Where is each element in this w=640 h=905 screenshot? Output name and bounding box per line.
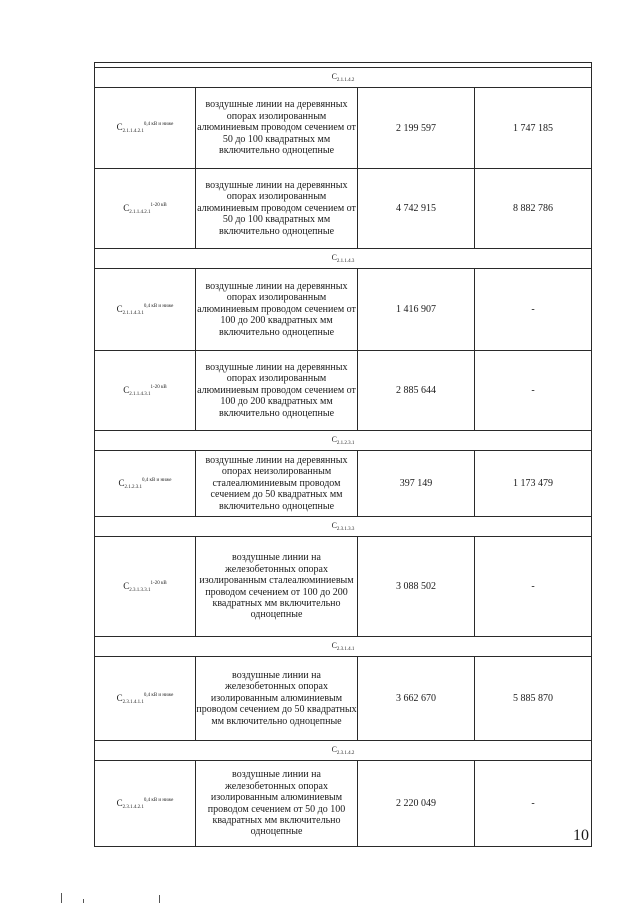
section-code [332, 72, 355, 81]
value-cell-2: - [475, 761, 592, 847]
code-subscript: 2.3.1.4.1.1 [122, 699, 144, 705]
table-row [95, 88, 592, 169]
code-subscript: 2.1.1.4.2.1 [129, 209, 151, 215]
section-header-row [95, 637, 592, 657]
section-code-sub: 2.3.1.4.1 [336, 647, 355, 652]
section-header-row [95, 517, 592, 537]
code-voltage: 0,4 кВ и ниже [143, 692, 174, 698]
table-row [95, 451, 592, 517]
code-subscript: 2.1.1.4.2.1 [122, 129, 144, 134]
section-code [332, 745, 355, 754]
section-code-sub: 2.1.1.4.3 [336, 259, 355, 264]
code-cell [95, 351, 196, 431]
value-cell-2: - [475, 269, 592, 351]
page-number: 10 [573, 827, 589, 844]
section-code-sub: 2.1.1.4.2 [336, 78, 355, 83]
table-row [95, 657, 592, 741]
code-letter: C [116, 122, 123, 132]
description-cell: воздушные линии на железобетонных опорах изолированным сталеалюминиевым проводом сечением от 100 до 200 квадратных мм включительно одноцепные [196, 537, 358, 637]
value-cell-1: 2 220 049 [358, 761, 475, 847]
table-row [95, 761, 592, 847]
description-cell: воздушные линии на железобетонных опорах изолированным алюминиевым проводом сечением от 50 до 100 квадратных мм включительно одноцепные [196, 761, 358, 847]
code-subscript: 2.3.1.3.3.1 [129, 587, 151, 593]
code-cell [95, 657, 196, 741]
code-letter: C [118, 477, 125, 488]
code-letter: C [116, 797, 123, 808]
section-code-letter: C [331, 745, 337, 754]
value-cell-1: 4 742 915 [358, 169, 475, 249]
code-subscript: 2.1.2.3.1 [124, 484, 143, 490]
section-header-cell [95, 68, 592, 88]
code-voltage: 1-20 кВ [150, 202, 167, 208]
code-letter: C [116, 692, 123, 703]
section-header-cell [95, 741, 592, 761]
code-cell [95, 88, 196, 169]
description-cell: воздушные линии на деревянных опорах изолированным алюминиевым проводом сечением от 50 до 100 квадратных мм включительно одноцепные [196, 169, 358, 249]
value-cell-1: 1 416 907 [358, 269, 475, 351]
table-row [95, 351, 592, 431]
description-cell: воздушные линии на деревянных опорах неизолированным сталеалюминиевым проводом сечением до 50 квадратных мм включительно одноцепные [196, 451, 358, 517]
value-cell-2: 1 747 185 [475, 88, 592, 169]
code-cell [95, 451, 196, 517]
table-row [95, 537, 592, 637]
section-code [332, 435, 355, 444]
scan-mark-left [61, 893, 62, 903]
section-code [332, 253, 355, 262]
code-cell [95, 169, 196, 249]
section-code-letter: C [331, 641, 337, 650]
value-cell-2: 1 173 479 [475, 451, 592, 517]
code-cell [95, 537, 196, 637]
value-cell-2: 5 885 870 [475, 657, 592, 741]
section-code-sub: 2.3.1.3.3 [336, 527, 355, 532]
scan-mark-right [159, 895, 160, 903]
code-cell [95, 269, 196, 351]
code-subscript: 2.3.1.4.2.1 [122, 804, 144, 810]
value-cell-2: - [475, 351, 592, 431]
code-voltage: 0,4 кВ и ниже [142, 477, 172, 483]
table-row [95, 169, 592, 249]
code-cell [95, 761, 196, 847]
tariff-table [94, 62, 592, 847]
section-header-cell [95, 249, 592, 269]
value-cell-2: - [475, 537, 592, 637]
description-cell: воздушные линии на деревянных опорах изолированным алюминиевым проводом сечением от 100 до 200 квадратных мм включительно одноцепные [196, 269, 358, 351]
tariff-table-body [95, 63, 592, 847]
section-code-sub: 2.3.1.4.2 [336, 751, 355, 756]
value-cell-1: 397 149 [358, 451, 475, 517]
description-cell: воздушные линии на деревянных опорах изолированным алюминиевым проводом сечением от 50 до 100 квадратных мм включительно одноцепные [196, 88, 358, 169]
section-code [332, 521, 355, 530]
code-subscript: 2.1.1.4.3.1 [122, 310, 144, 316]
code-letter: C [123, 384, 130, 395]
section-code-letter: C [331, 72, 337, 81]
code-letter: C [116, 303, 123, 314]
section-header-row [95, 431, 592, 451]
section-code [332, 641, 355, 650]
section-header-row [95, 741, 592, 761]
code-letter: C [123, 580, 130, 591]
section-header-cell [95, 517, 592, 537]
table-row [95, 269, 592, 351]
section-code-letter: C [331, 253, 337, 262]
value-cell-1: 2 199 597 [358, 88, 475, 169]
section-header-cell [95, 637, 592, 657]
section-header-row [95, 68, 592, 88]
description-cell: воздушные линии на деревянных опорах изолированным алюминиевым проводом сечением от 100 до 200 квадратных мм включительно одноцепные [196, 351, 358, 431]
code-voltage: 0,4 кВ и ниже [143, 122, 174, 127]
section-header-row [95, 249, 592, 269]
value-cell-2: 8 882 786 [475, 169, 592, 249]
section-header-cell [95, 431, 592, 451]
value-cell-1: 2 885 644 [358, 351, 475, 431]
code-letter: C [123, 202, 130, 213]
section-code-letter: C [331, 521, 337, 530]
scan-mark-mid [83, 899, 84, 903]
code-voltage: 0,4 кВ и ниже [143, 797, 174, 803]
code-subscript: 2.1.1.4.3.1 [129, 391, 151, 397]
value-cell-1: 3 662 670 [358, 657, 475, 741]
code-voltage: 1-20 кВ [150, 384, 167, 390]
section-code-sub: 2.1.2.3.1 [336, 441, 355, 446]
code-voltage: 1-20 кВ [150, 580, 167, 586]
section-code-letter: C [331, 435, 337, 444]
description-cell: воздушные линии на железобетонных опорах изолированным алюминиевым проводом сечением до 50 квадратных мм включительно одноцепные [196, 657, 358, 741]
value-cell-1: 3 088 502 [358, 537, 475, 637]
code-voltage: 0,4 кВ и ниже [143, 303, 174, 309]
